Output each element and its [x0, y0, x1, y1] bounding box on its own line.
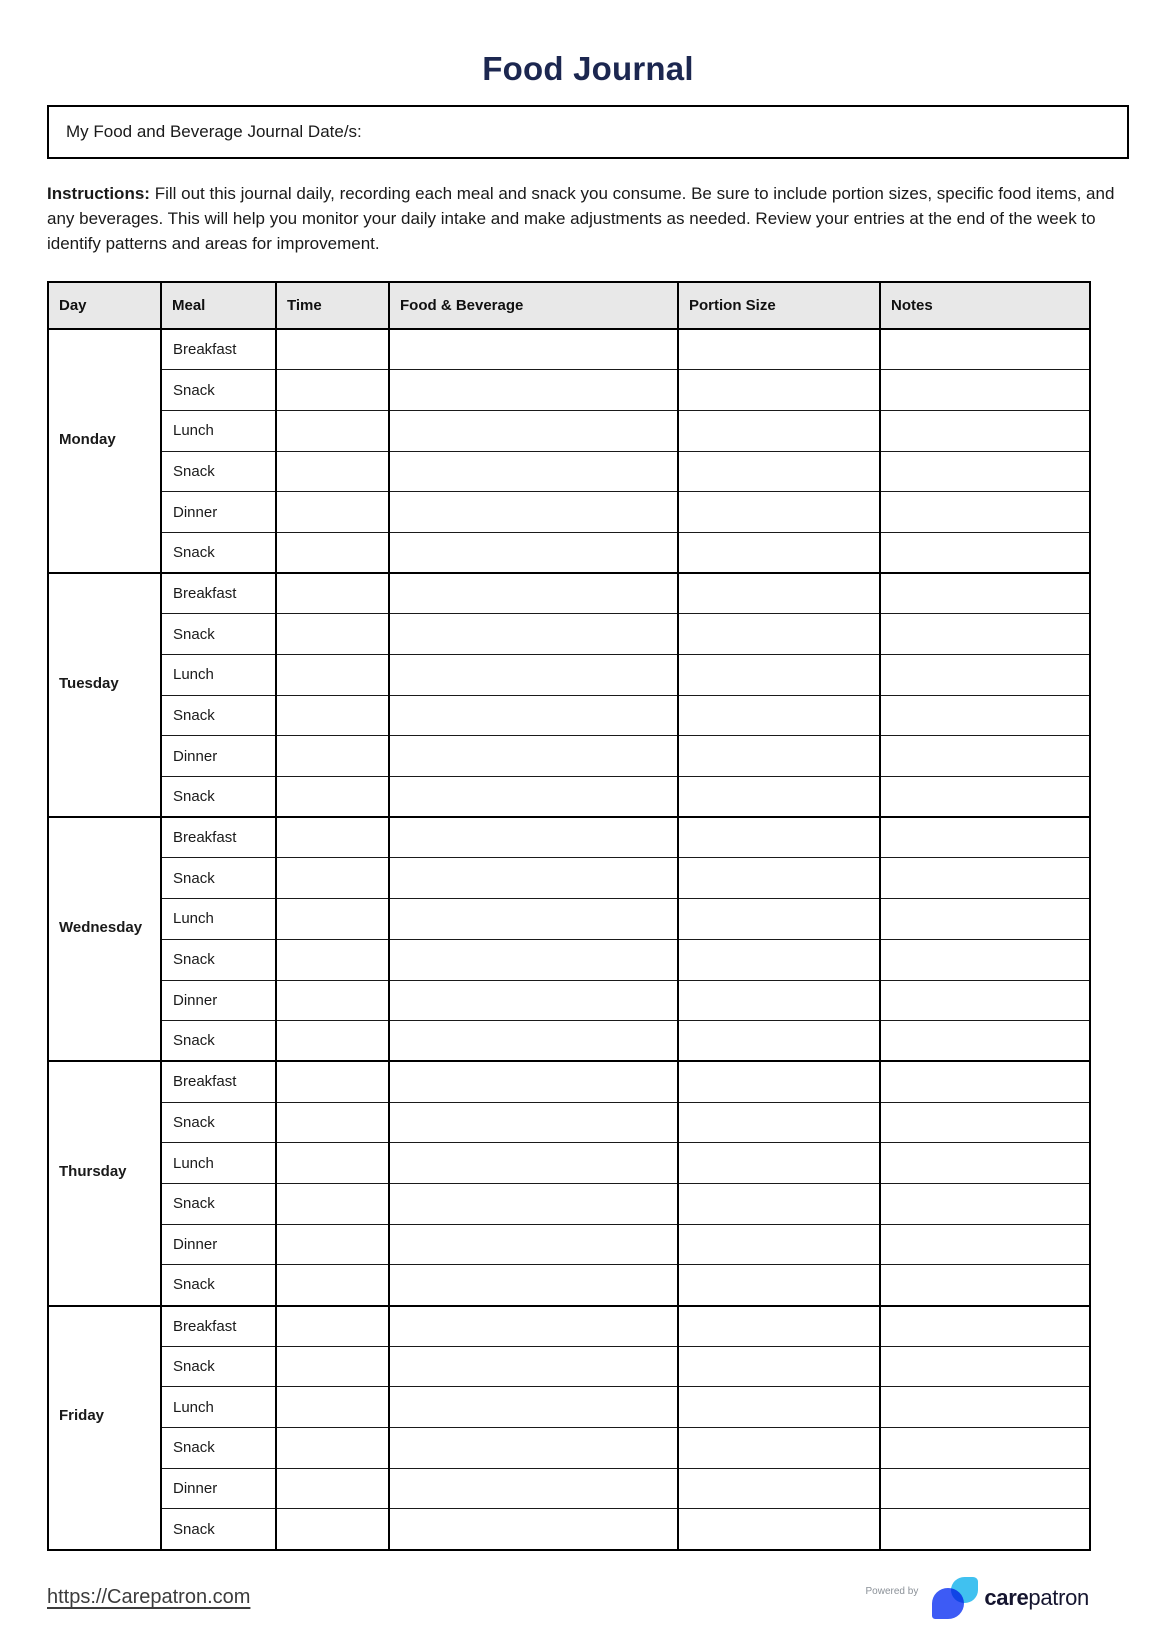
meal-label-cell: Lunch — [161, 655, 276, 696]
time-entry-cell[interactable] — [276, 1509, 389, 1550]
table-row — [48, 736, 1090, 777]
time-entry-cell[interactable] — [276, 1468, 389, 1509]
time-entry-cell[interactable] — [276, 655, 389, 696]
time-entry-cell[interactable] — [276, 1265, 389, 1306]
food-beverage-entry-cell[interactable] — [389, 1346, 678, 1387]
meal-label-cell: Breakfast — [161, 1061, 276, 1102]
notes-entry-cell[interactable] — [880, 370, 1090, 411]
table-row — [48, 1346, 1090, 1387]
time-entry-cell[interactable] — [276, 370, 389, 411]
time-entry-cell[interactable] — [276, 1102, 389, 1143]
table-header-row — [48, 282, 1090, 329]
notes-entry-cell[interactable] — [880, 1265, 1090, 1306]
notes-entry-cell[interactable] — [880, 1306, 1090, 1347]
notes-entry-cell[interactable] — [880, 614, 1090, 655]
logo-bubble-blue-icon — [932, 1588, 964, 1619]
food-beverage-entry-cell[interactable] — [389, 451, 678, 492]
notes-entry-cell[interactable] — [880, 1387, 1090, 1428]
time-entry-cell[interactable] — [276, 1306, 389, 1347]
time-entry-cell[interactable] — [276, 614, 389, 655]
portion-size-entry-cell[interactable] — [678, 695, 880, 736]
portion-size-entry-cell[interactable] — [678, 899, 880, 940]
day-cell-tuesday — [48, 573, 161, 817]
carepatron-wordmark — [984, 1585, 1089, 1611]
table-row — [48, 899, 1090, 940]
meal-label-cell: Snack — [161, 1021, 276, 1062]
table-row — [48, 1021, 1090, 1062]
food-beverage-entry-cell[interactable] — [389, 573, 678, 614]
notes-entry-cell[interactable] — [880, 736, 1090, 777]
portion-size-entry-cell[interactable] — [678, 980, 880, 1021]
notes-entry-cell[interactable] — [880, 1224, 1090, 1265]
meal-label-cell: Breakfast — [161, 573, 276, 614]
notes-entry-cell[interactable] — [880, 980, 1090, 1021]
time-entry-cell[interactable] — [276, 939, 389, 980]
table-row — [48, 858, 1090, 899]
food-beverage-entry-cell[interactable] — [389, 1061, 678, 1102]
time-entry-cell[interactable] — [276, 1387, 389, 1428]
time-entry-cell[interactable] — [276, 329, 389, 370]
notes-entry-cell[interactable] — [880, 532, 1090, 573]
time-entry-cell[interactable] — [276, 858, 389, 899]
food-beverage-entry-cell[interactable] — [389, 329, 678, 370]
col-header-notes: Notes — [880, 282, 1090, 329]
table-row — [48, 939, 1090, 980]
food-beverage-entry-cell[interactable] — [389, 532, 678, 573]
notes-entry-cell[interactable] — [880, 1183, 1090, 1224]
food-beverage-entry-cell[interactable] — [389, 1183, 678, 1224]
time-entry-cell[interactable] — [276, 695, 389, 736]
table-row — [48, 777, 1090, 818]
day-label: Thursday — [59, 1162, 127, 1180]
meal-label-cell: Snack — [161, 1102, 276, 1143]
col-header-portion-size: Portion Size — [678, 282, 880, 329]
table-row — [48, 532, 1090, 573]
portion-size-entry-cell[interactable] — [678, 573, 880, 614]
instructions-text: Fill out this journal daily, recording each meal and snack you consume. Be sure to include portion sizes, specific food items, and any beverages. This will help you monitor your daily intake and make adjustments as needed. Review your entries at the end of the week to identify patterns and areas for improvement. — [47, 184, 1115, 253]
notes-entry-cell[interactable] — [880, 329, 1090, 370]
meal-label-cell: Snack — [161, 1428, 276, 1469]
col-header-meal: Meal — [161, 282, 276, 329]
portion-size-entry-cell[interactable] — [678, 329, 880, 370]
carepatron-logo-icon — [932, 1577, 980, 1619]
portion-size-entry-cell[interactable] — [678, 1387, 880, 1428]
table-row — [48, 980, 1090, 1021]
portion-size-entry-cell[interactable] — [678, 817, 880, 858]
food-beverage-entry-cell[interactable] — [389, 1102, 678, 1143]
meal-label-cell: Dinner — [161, 1468, 276, 1509]
table-row — [48, 614, 1090, 655]
day-label: Tuesday — [59, 674, 119, 692]
powered-by-label: Powered by — [865, 1586, 919, 1598]
table-row — [48, 1387, 1090, 1428]
table-row — [48, 492, 1090, 533]
footer — [47, 1577, 1089, 1619]
table-row — [48, 1183, 1090, 1224]
meal-label-cell: Dinner — [161, 492, 276, 533]
time-entry-cell[interactable] — [276, 1183, 389, 1224]
table-row — [48, 1265, 1090, 1306]
portion-size-entry-cell[interactable] — [678, 1265, 880, 1306]
food-beverage-entry-cell[interactable] — [389, 1224, 678, 1265]
time-entry-cell[interactable] — [276, 410, 389, 451]
notes-entry-cell[interactable] — [880, 655, 1090, 696]
food-beverage-entry-cell[interactable] — [389, 492, 678, 533]
portion-size-entry-cell[interactable] — [678, 1509, 880, 1550]
food-beverage-entry-cell[interactable] — [389, 1468, 678, 1509]
day-cell-wednesday — [48, 817, 161, 1061]
meal-label-cell: Snack — [161, 1183, 276, 1224]
meal-label-cell: Snack — [161, 532, 276, 573]
food-beverage-entry-cell[interactable] — [389, 1021, 678, 1062]
notes-entry-cell[interactable] — [880, 410, 1090, 451]
day-label: Friday — [59, 1407, 105, 1425]
food-beverage-entry-cell[interactable] — [389, 1306, 678, 1347]
wordmark-patron: patron — [1028, 1584, 1089, 1610]
portion-size-entry-cell[interactable] — [678, 858, 880, 899]
portion-size-entry-cell[interactable] — [678, 655, 880, 696]
portion-size-entry-cell[interactable] — [678, 1061, 880, 1102]
portion-size-entry-cell[interactable] — [678, 1306, 880, 1347]
portion-size-entry-cell[interactable] — [678, 939, 880, 980]
food-beverage-entry-cell[interactable] — [389, 695, 678, 736]
table-row — [48, 655, 1090, 696]
table-row — [48, 1143, 1090, 1184]
date-field-label: My Food and Beverage Journal Date/s: — [66, 122, 362, 141]
food-beverage-entry-cell[interactable] — [389, 980, 678, 1021]
meal-label-cell: Snack — [161, 858, 276, 899]
food-beverage-entry-cell[interactable] — [389, 1509, 678, 1550]
time-entry-cell[interactable] — [276, 532, 389, 573]
food-beverage-entry-cell[interactable] — [389, 1265, 678, 1306]
day-cell-thursday — [48, 1061, 161, 1305]
journal-table-body — [48, 329, 1090, 1550]
notes-entry-cell[interactable] — [880, 1102, 1090, 1143]
portion-size-entry-cell[interactable] — [678, 532, 880, 573]
table-row — [48, 451, 1090, 492]
notes-entry-cell[interactable] — [880, 492, 1090, 533]
col-header-time: Time — [276, 282, 389, 329]
time-entry-cell[interactable] — [276, 1061, 389, 1102]
portion-size-entry-cell[interactable] — [678, 1468, 880, 1509]
meal-label-cell: Snack — [161, 1509, 276, 1550]
notes-entry-cell[interactable] — [880, 899, 1090, 940]
table-row — [48, 410, 1090, 451]
portion-size-entry-cell[interactable] — [678, 736, 880, 777]
time-entry-cell[interactable] — [276, 1021, 389, 1062]
meal-label-cell: Dinner — [161, 980, 276, 1021]
instructions-label: Instructions: — [47, 184, 150, 203]
portion-size-entry-cell[interactable] — [678, 1102, 880, 1143]
time-entry-cell[interactable] — [276, 777, 389, 818]
page-title: Food Journal — [482, 50, 694, 87]
notes-entry-cell[interactable] — [880, 1468, 1090, 1509]
portion-size-entry-cell[interactable] — [678, 1346, 880, 1387]
day-label: Wednesday — [59, 918, 143, 936]
food-beverage-entry-cell[interactable] — [389, 817, 678, 858]
meal-label-cell: Breakfast — [161, 329, 276, 370]
portion-size-entry-cell[interactable] — [678, 451, 880, 492]
time-entry-cell[interactable] — [276, 736, 389, 777]
time-entry-cell[interactable] — [276, 1143, 389, 1184]
meal-label-cell: Dinner — [161, 736, 276, 777]
meal-label-cell: Breakfast — [161, 1306, 276, 1347]
meal-label-cell: Lunch — [161, 1143, 276, 1184]
meal-label-cell: Snack — [161, 777, 276, 818]
portion-size-entry-cell[interactable] — [678, 1428, 880, 1469]
notes-entry-cell[interactable] — [880, 695, 1090, 736]
meal-label-cell: Dinner — [161, 1224, 276, 1265]
table-row — [48, 1061, 1090, 1102]
food-beverage-entry-cell[interactable] — [389, 939, 678, 980]
table-row — [48, 1428, 1090, 1469]
portion-size-entry-cell[interactable] — [678, 777, 880, 818]
time-entry-cell[interactable] — [276, 817, 389, 858]
notes-entry-cell[interactable] — [880, 858, 1090, 899]
food-beverage-entry-cell[interactable] — [389, 655, 678, 696]
powered-by-block — [866, 1577, 1089, 1619]
food-beverage-entry-cell[interactable] — [389, 1143, 678, 1184]
portion-size-entry-cell[interactable] — [678, 614, 880, 655]
col-header-day: Day — [48, 282, 161, 329]
food-beverage-entry-cell[interactable] — [389, 370, 678, 411]
portion-size-entry-cell[interactable] — [678, 1183, 880, 1224]
portion-size-entry-cell[interactable] — [678, 410, 880, 451]
col-header-food-beverage: Food & Beverage — [389, 282, 678, 329]
meal-label-cell: Lunch — [161, 410, 276, 451]
table-row — [48, 1102, 1090, 1143]
time-entry-cell[interactable] — [276, 1428, 389, 1469]
carepatron-link[interactable]: https://Carepatron.com — [47, 1586, 251, 1609]
table-row — [48, 1306, 1090, 1347]
meal-label-cell: Snack — [161, 1346, 276, 1387]
notes-entry-cell[interactable] — [880, 817, 1090, 858]
table-row — [48, 695, 1090, 736]
table-row — [48, 1224, 1090, 1265]
meal-label-cell: Snack — [161, 939, 276, 980]
portion-size-entry-cell[interactable] — [678, 1021, 880, 1062]
day-label: Monday — [59, 430, 116, 448]
notes-entry-cell[interactable] — [880, 939, 1090, 980]
notes-entry-cell[interactable] — [880, 777, 1090, 818]
notes-entry-cell[interactable] — [880, 451, 1090, 492]
notes-entry-cell[interactable] — [880, 1509, 1090, 1550]
instructions — [47, 181, 1129, 256]
meal-label-cell: Lunch — [161, 899, 276, 940]
portion-size-entry-cell[interactable] — [678, 370, 880, 411]
time-entry-cell[interactable] — [276, 1346, 389, 1387]
food-beverage-entry-cell[interactable] — [389, 858, 678, 899]
table-row — [48, 370, 1090, 411]
meal-label-cell: Snack — [161, 614, 276, 655]
notes-entry-cell[interactable] — [880, 1021, 1090, 1062]
food-beverage-entry-cell[interactable] — [389, 1428, 678, 1469]
meal-label-cell: Snack — [161, 1265, 276, 1306]
notes-entry-cell[interactable] — [880, 1428, 1090, 1469]
food-beverage-entry-cell[interactable] — [389, 410, 678, 451]
table-row — [48, 817, 1090, 858]
food-beverage-entry-cell[interactable] — [389, 899, 678, 940]
notes-entry-cell[interactable] — [880, 1143, 1090, 1184]
food-beverage-entry-cell[interactable] — [389, 1387, 678, 1428]
meal-label-cell: Breakfast — [161, 817, 276, 858]
time-entry-cell[interactable] — [276, 899, 389, 940]
meal-label-cell: Lunch — [161, 1387, 276, 1428]
food-journal-table — [47, 281, 1091, 1551]
table-row — [48, 329, 1090, 370]
notes-entry-cell[interactable] — [880, 573, 1090, 614]
time-entry-cell[interactable] — [276, 1224, 389, 1265]
notes-entry-cell[interactable] — [880, 1346, 1090, 1387]
table-row — [48, 573, 1090, 614]
portion-size-entry-cell[interactable] — [678, 1224, 880, 1265]
time-entry-cell[interactable] — [276, 451, 389, 492]
food-beverage-entry-cell[interactable] — [389, 614, 678, 655]
meal-label-cell: Snack — [161, 451, 276, 492]
portion-size-entry-cell[interactable] — [678, 492, 880, 533]
day-cell-friday — [48, 1306, 161, 1550]
table-row — [48, 1468, 1090, 1509]
time-entry-cell[interactable] — [276, 980, 389, 1021]
time-entry-cell[interactable] — [276, 573, 389, 614]
food-beverage-entry-cell[interactable] — [389, 736, 678, 777]
notes-entry-cell[interactable] — [880, 1061, 1090, 1102]
date-field[interactable] — [47, 105, 1129, 159]
meal-label-cell: Snack — [161, 370, 276, 411]
day-cell-monday — [48, 329, 161, 573]
portion-size-entry-cell[interactable] — [678, 1143, 880, 1184]
table-row — [48, 1509, 1090, 1550]
wordmark-care: care — [984, 1584, 1029, 1610]
time-entry-cell[interactable] — [276, 492, 389, 533]
meal-label-cell: Snack — [161, 695, 276, 736]
food-beverage-entry-cell[interactable] — [389, 777, 678, 818]
